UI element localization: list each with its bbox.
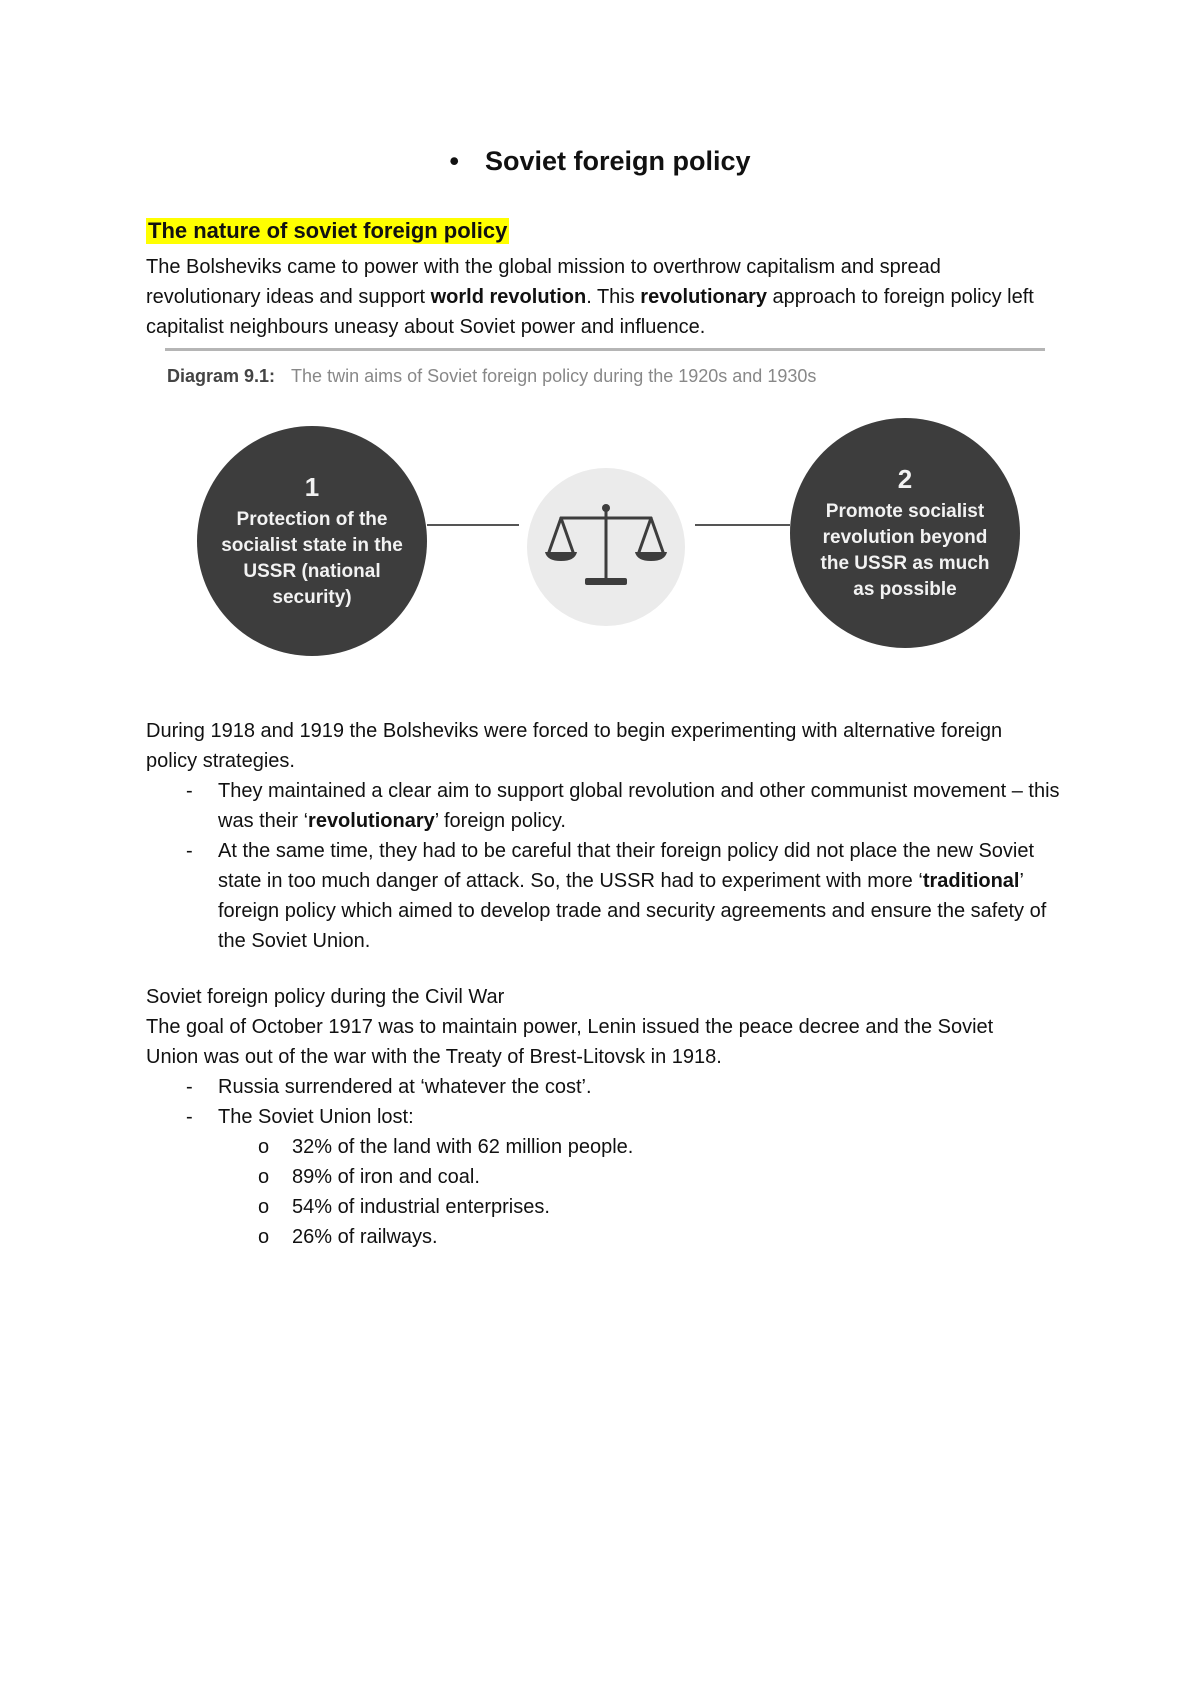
dash-marker: - [186,1106,193,1128]
bold-revolutionary: revolutionary [640,286,767,308]
scale-circle [527,468,685,626]
connector-right [695,524,790,526]
list-item: - They maintained a clear aim to support global revolution and other communist movement – this was their ‘revolutionary’ foreign policy. [146,776,1066,836]
balance-scale-icon [527,468,685,626]
dash-marker: - [186,1076,193,1098]
diagram-caption [167,366,816,387]
sub-list-item: o 89% of iron and coal. [146,1162,1066,1192]
aim-2-text: Promote socialist revolution beyond the USSR as much as possible [820,500,990,600]
list-item: - The Soviet Union lost: [146,1102,1066,1132]
sub-list-item: o 54% of industrial enterprises. [146,1192,1066,1222]
circle-marker: o [258,1196,270,1218]
bold-world-revolution: world revolution [430,286,587,308]
sub-list-item: o 32% of the land with 62 million people. [146,1132,1066,1162]
circle-marker: o [258,1166,270,1188]
sub-list-item: o 26% of railways. [146,1222,1066,1252]
aim-2-number: 2 [897,463,913,494]
connector-left [427,524,519,526]
list-item: - Russia surrendered at ‘whatever the cost’. [146,1072,1066,1102]
diagram-caption-text: The twin aims of Soviet foreign policy during the 1920s and 1930s [291,366,817,386]
intro-paragraph: The Bolsheviks came to power with the global mission to overthrow capitalism and spread revolutionary ideas and support world revolution. This revolutionary approach to foreign policy left capitalist neighbours uneasy about Soviet power and influence. [146,256,1034,338]
diagram-twin-aims [165,348,1045,688]
diagram-label: Diagram 9.1: [167,366,276,386]
bold-traditional: traditional [922,870,1020,892]
civil-war-list [146,1072,1066,1252]
strategies-list [146,776,1066,956]
aim-1-text: Protection of the socialist state in the USSR (national security) [221,508,403,608]
title-bullet: • [449,146,459,176]
page-title [0,146,1200,177]
section-heading-nature: The nature of soviet foreign policy [148,218,508,243]
aim-1-number: 1 [304,471,320,502]
list-item: - At the same time, they had to be careful that their foreign policy did not place the new Soviet state in too much danger of attack. So, the USSR had to experiment with more ‘traditional’ foreign policy which aimed to develop trade and security agreements and ensure the safety of the Soviet Union. [146,836,1066,956]
circle-marker: o [258,1136,270,1158]
civil-war-heading: Soviet foreign policy during the Civil War [146,986,505,1008]
title-text: Soviet foreign policy [484,146,751,176]
strategies-paragraph: During 1918 and 1919 the Bolsheviks were forced to begin experimenting with alternative foreign policy strategies. [146,720,1003,772]
bold-revolutionary-2: revolutionary [308,810,435,832]
dash-marker: - [186,840,193,862]
civil-war-paragraph: The goal of October 1917 was to maintain power, Lenin issued the peace decree and the Soviet Union was out of the war with the Treaty of Brest-Litovsk in 1918. [146,1016,994,1068]
dash-marker: - [186,780,193,802]
aim-1-circle [197,426,427,656]
circle-marker: o [258,1226,270,1248]
diagram-top-rule [165,348,1045,351]
aim-2-circle [790,418,1020,648]
